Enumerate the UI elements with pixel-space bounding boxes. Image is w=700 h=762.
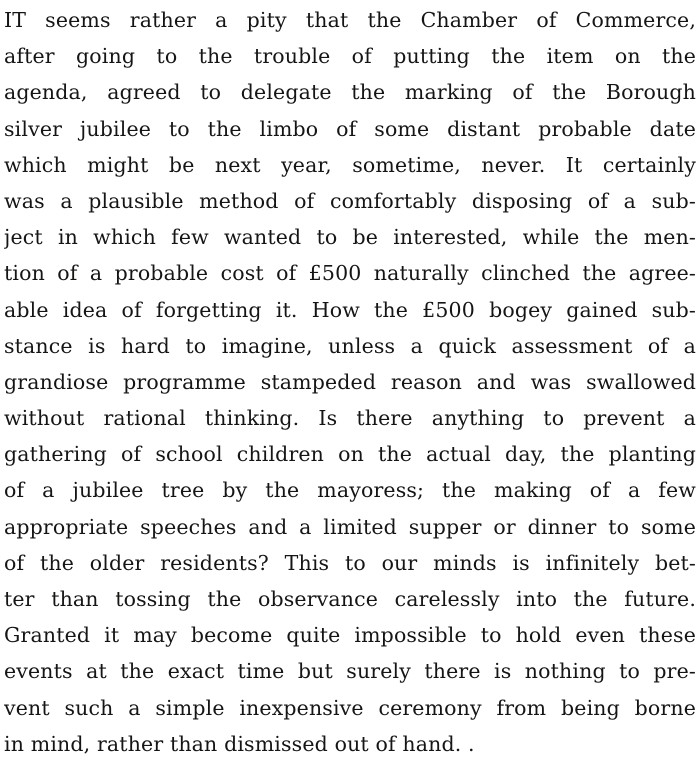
text-line: grandiose programme stampeded reason and was swallowed xyxy=(4,369,696,394)
text-line: silver jubilee to the limbo of some distant probable date xyxy=(4,116,696,141)
text-line: ject in which few wanted to be interested, while the men- xyxy=(4,225,696,250)
article-text-column xyxy=(4,2,696,762)
text-line: agenda, agreed to delegate the marking of the Borough xyxy=(4,80,696,105)
text-line: ter than tossing the observance carelessly into the future. xyxy=(4,587,696,611)
text-line: events at the exact time but surely there is nothing to pre- xyxy=(4,659,696,684)
text-line: IT seems rather a pity that the Chamber of Commerce, xyxy=(4,8,696,32)
text-line: without rational thinking. Is there anything to prevent a xyxy=(4,406,696,431)
text-line: vent such a simple inexpensive ceremony from being borne xyxy=(4,695,696,720)
text-line: was a plausible method of comfortably disposing of a sub- xyxy=(4,188,696,213)
text-line: appropriate speeches and a limited supper or dinner to some xyxy=(4,514,696,539)
text-line: tion of a probable cost of £500 naturally clinched the agree- xyxy=(4,261,696,286)
text-line: able idea of forgetting it. How the £500 bogey gained sub- xyxy=(4,297,696,322)
text-line: gathering of school children on the actual day, the planting xyxy=(4,442,696,467)
text-line: stance is hard to imagine, unless a quick assessment of a xyxy=(4,333,696,358)
text-line: of the older residents? This to our minds is infinitely bet- xyxy=(4,550,696,575)
text-line: Granted it may become quite impossible to hold even these xyxy=(4,623,696,648)
text-line: which might be next year, sometime, never. It certainly xyxy=(4,152,696,177)
text-line: after going to the trouble of putting the item on the xyxy=(4,44,696,69)
text-line: in mind, rather than dismissed out of hand. . xyxy=(4,731,475,756)
text-line: of a jubilee tree by the mayoress; the making of a few xyxy=(4,478,696,503)
